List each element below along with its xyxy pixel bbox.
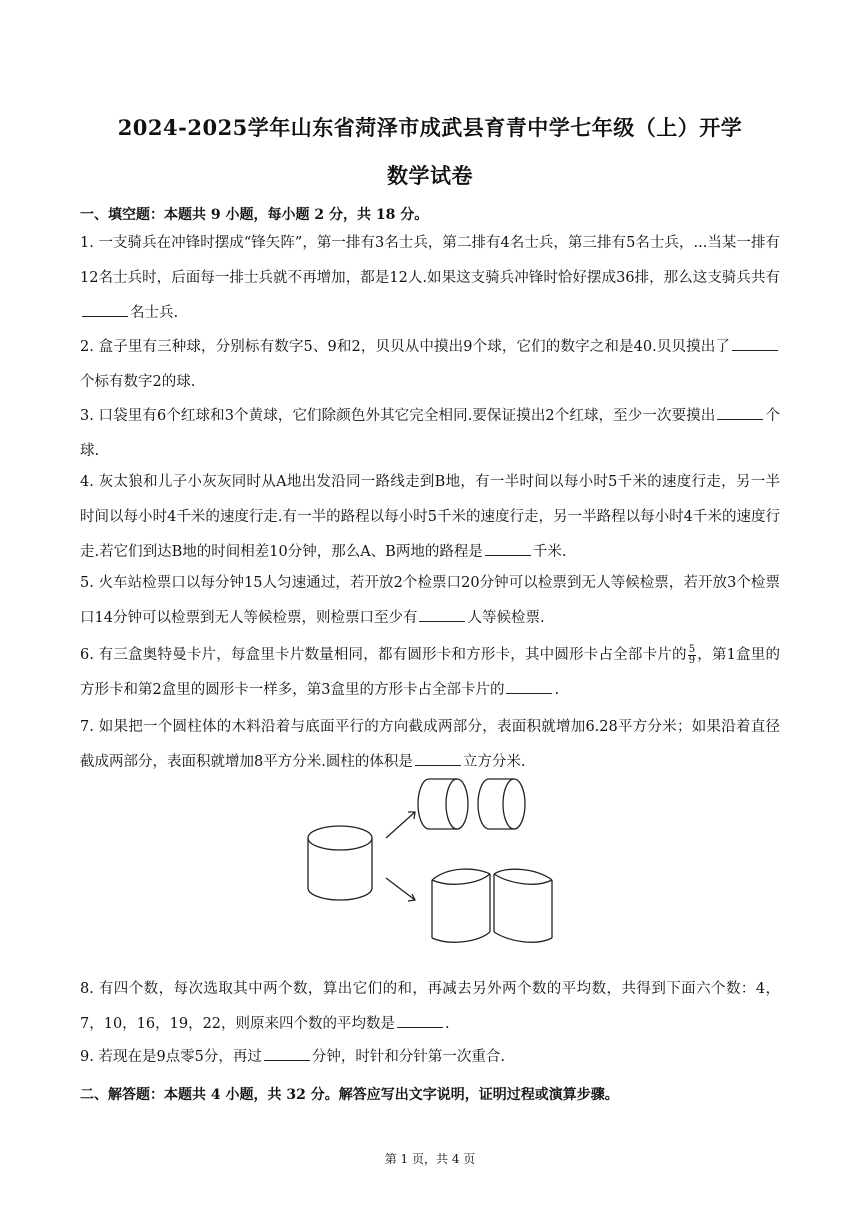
horizontal-cut-piece-left (418, 779, 468, 829)
answer-blank (415, 751, 461, 766)
question-3-text: 3. 口袋里有6个红球和3个黄球，它们除颜色外其它完全相同.要保证摸出2个红球，至少一次要摸出 (80, 408, 716, 424)
fraction-numerator: 5 (688, 643, 696, 655)
section-2-heading: 二、解答题：本题共 4 小题，共 32 分。解答应写出文字说明，证明过程或演算步骤。 (80, 1087, 619, 1103)
answer-blank (506, 679, 552, 694)
answer-blank (732, 336, 778, 351)
question-7-text: 7. 如果把一个圆柱体的木料沿着与底面平行的方向截成两部分，表面积就增加6.28平方分米；如果沿着直径截成两部分，表面积就增加8平方分米.圆柱的体积是 (80, 719, 780, 770)
diameter-cut-piece-left (432, 869, 490, 942)
horizontal-cut-piece-right (478, 779, 525, 829)
answer-blank (419, 607, 465, 622)
question-3-tail: 个球. (80, 408, 780, 459)
question-3 (80, 399, 780, 469)
question-2-text: 2. 盒子里有三种球，分别标有数字5、9和2，贝贝从中摸出9个球，它们的数字之和是40.贝贝摸出了 (80, 339, 730, 355)
question-5-tail: 人等候检票. (467, 610, 545, 626)
fraction-five-ninths (688, 645, 696, 666)
cylinder-cut-figure (300, 770, 560, 945)
fraction-denominator: 9 (688, 654, 696, 666)
question-1 (80, 226, 780, 331)
question-9-text: 9. 若现在是9点零5分，再过 (80, 1049, 262, 1065)
question-6-tail: . (554, 682, 560, 698)
answer-blank (264, 1046, 310, 1061)
exam-title-line1: 2024-2025学年山东省菏泽市成武县育青中学七年级（上）开学 (117, 115, 743, 140)
question-4-tail: 千米. (532, 544, 567, 560)
answer-blank (397, 1013, 443, 1028)
question-5-text: 5. 火车站检票口以每分钟15人匀速通过，若开放2个检票口20分钟可以检票到无人等候检票，若开放3个检票口14分钟可以检票到无人等候检票，则检票口至少有 (80, 575, 780, 626)
question-6-text: 6. 有三盒奥特曼卡片，每盒里卡片数量相同，都有圆形卡和方形卡，其中圆形卡占全部卡片的 (80, 647, 687, 663)
question-4 (80, 465, 780, 570)
question-5 (80, 566, 780, 636)
question-7-tail: 立方分米. (462, 754, 526, 770)
question-2-tail: 个标有数字2的球. (80, 374, 196, 390)
question-2 (80, 330, 780, 400)
question-6-text-cont: ，第1盒里的方形卡和第2盒里的圆形卡一样多，第3盒里的方形卡占全部卡片的 (80, 647, 780, 698)
question-9 (80, 1040, 780, 1075)
exam-title-line2: 数学试卷 (387, 163, 473, 188)
question-1-tail: 名士兵. (130, 305, 179, 321)
question-9-tail: 分钟，时针和分针第一次重合. (311, 1049, 506, 1065)
question-8-text: 8. 有四个数，每次选取其中两个数，算出它们的和，再减去另外两个数的平均数，共得到下面六个数：4，7，10，16，19，22，则原来四个数的平均数是 (80, 981, 780, 1032)
original-cylinder-shape (308, 826, 372, 900)
question-8-tail: . (445, 1016, 450, 1032)
question-1-text: 1. 一支骑兵在冲锋时摆成“锋矢阵”，第一排有3名士兵，第二排有4名士兵，第三排有5名士兵，...当某一排有12名士兵时，后面每一排士兵就不再增加，都是12人.如果这支骑兵冲锋时恰好摆成36排，那么这支骑兵共有 (80, 235, 780, 286)
arrow-up-right-icon (386, 812, 415, 838)
answer-blank (485, 541, 531, 556)
arrow-down-right-icon (386, 878, 415, 901)
diameter-cut-piece-right (494, 869, 552, 942)
question-8 (80, 972, 780, 1042)
page-number: 第 1 页，共 4 页 (384, 1152, 476, 1166)
question-6 (80, 638, 780, 708)
answer-blank (717, 405, 763, 420)
answer-blank (82, 302, 128, 317)
question-4-text: 4. 灰太狼和儿子小灰灰同时从A地出发沿同一路线走到B地，有一半时间以每小时5千米的速度行走，另一半时间以每小时4千米的速度行走.有一半的路程以每小时5千米的速度行走，另一半路程以每小时4千米的速度行走.若它们到达B地的时间相差10分钟，那么A、B两地的路程是 (80, 474, 780, 560)
section-1-heading: 一、填空题：本题共 9 小题，每小题 2 分，共 18 分。 (80, 207, 429, 223)
